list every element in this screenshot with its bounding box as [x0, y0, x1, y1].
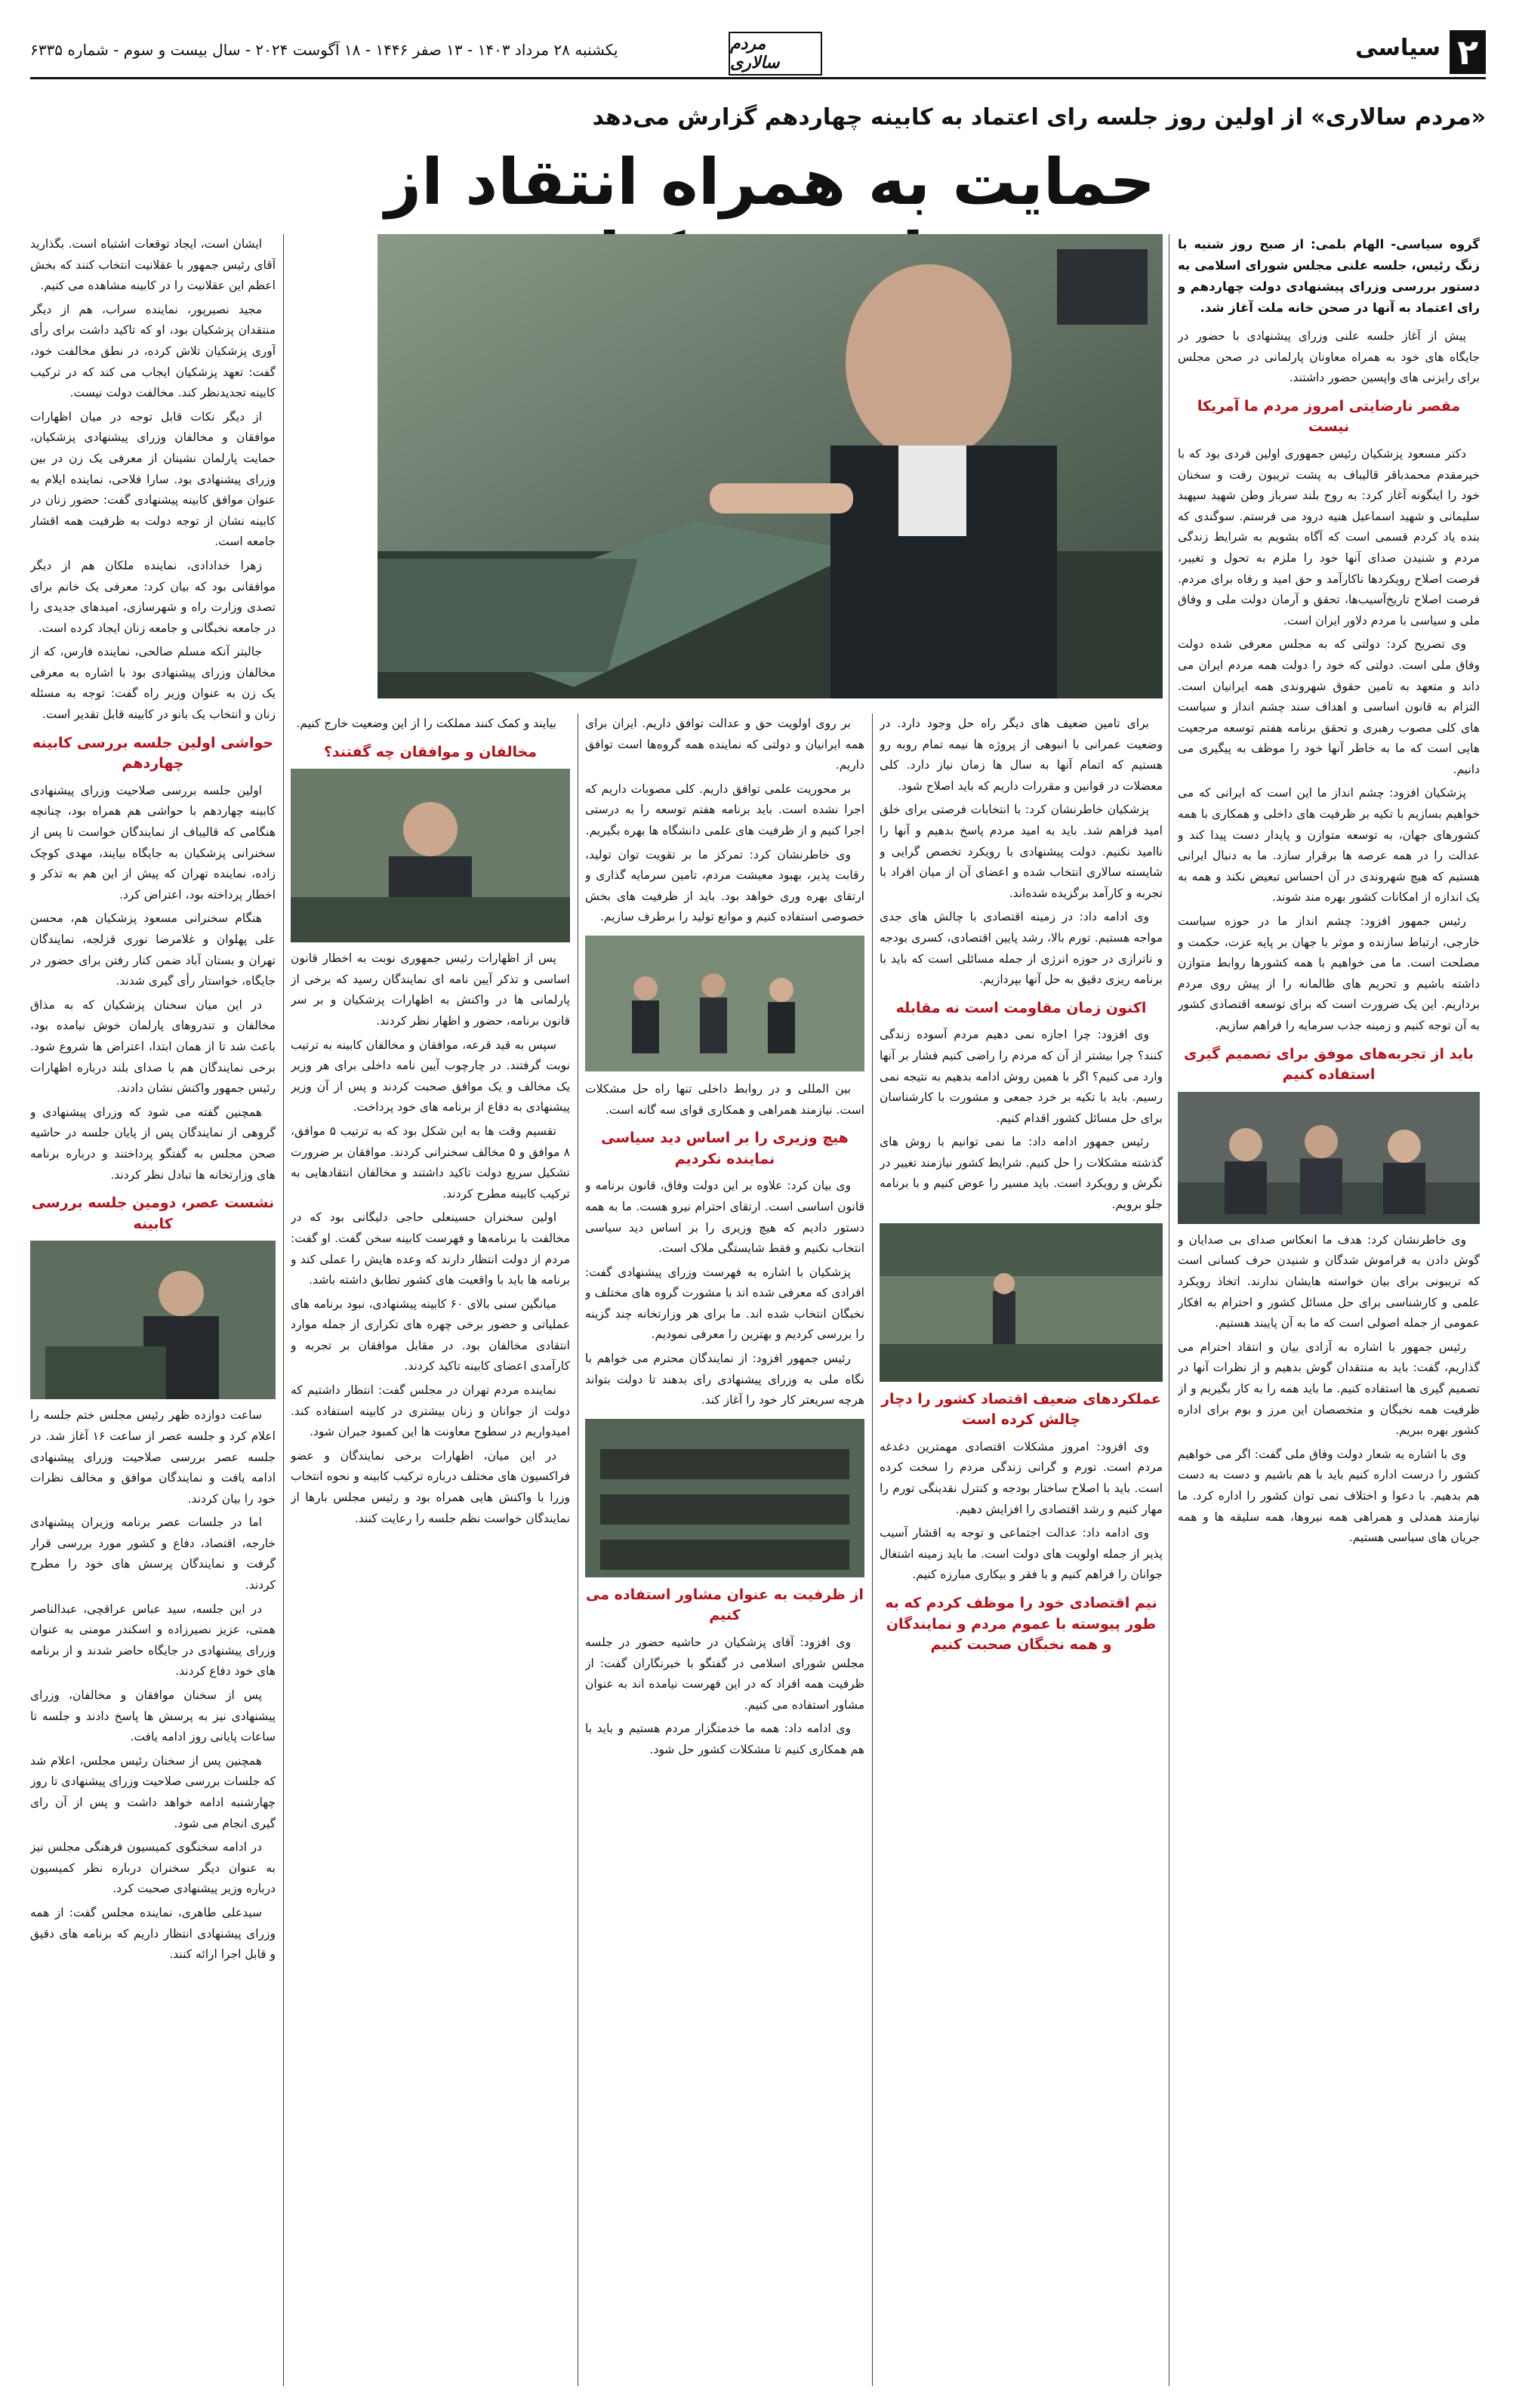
paragraph: در ادامه سخنگوی کمیسیون فرهنگی مجلس نیز به عنوان دیگر سخنران درباره نظر کمیسیون درباره وزیر پیشنهادی صحبت کرد. — [30, 1840, 276, 1896]
paragraph: پس از اظهارات رئیس جمهوری نوبت به اخطار قانون اساسی و تذکر آیین نامه ای نمایندگان رسید که برخی از پارلمانی ها در واکنش به اظهارات پزشکیان و بر سر قانون برنامه، حضور و اظهار نظر کردند. — [291, 951, 570, 1028]
column-2 — [880, 714, 1163, 2386]
column-5 — [30, 234, 276, 2386]
paragraph: وی بیان کرد: علاوه بر این دولت وفاق، قانون برنامه و قانون اساسی است. ارتقای احترام نیرو هست. ما به همه دستور دادیم که هیچ وزیری را بر اساس دید سیاسی انتخاب نکنیم و فقط شایستگی ملاک است. — [585, 1179, 864, 1256]
column-4 — [291, 714, 570, 2386]
paragraph: ایشان است، ایجاد توقعات اشتباه است. بگذارید آقای رئیس جمهور با عقلانیت انتخاب کنند که بخش اعظم این عقلانیت را در کابینه مشاهده می کنیم. — [30, 237, 276, 293]
paragraph: بین المللی و در روابط داخلی تنها راه حل مشکلات است. نیازمند همراهی و همکاری قوای سه گانه است. — [585, 1081, 864, 1117]
paragraph: وی خاطرنشان کرد: تمرکز ما بر تقویت توان تولید، رقابت پذیر، بهبود معیشت مردم، تامین سرمایه گذاری و ارتقای بهره وری خواهد بود. باید از ظرفیت های بخش خصوصی استفاده کنیم و موانع تولید را برطرف سازیم. — [585, 847, 864, 924]
paragraph: سیدعلی طاهری، نماینده مجلس گفت: از همه وزرای پیشنهادی انتظار داریم که برنامه های دقیق و قابل اجرا ارائه کنند. — [30, 1905, 276, 1962]
paragraph: دکتر مسعود پزشکیان رئیس جمهوری اولین فردی بود که با خیرمقدم محمدباقر قالیباف به پشت تریبون رفت و سخنان خود را اینگونه آغاز کرد: به روح بلند سرباز وطن شهید سپهبد سلیمانی و شهید اسماعیل هنیه درود می فرستم. سوگندی که بنده یاد کردم قسمی است که آگاه بشویم به شرایط زندگی مردم و شنیدن صدای آنها خود را ملزم به تحول و تغییر، فرصت اصلاح رویکردها ناکارآمد و حق امید و رفاه برای مردم. فرصت اصلاح تاریخ‌آسیب‌ها، تحقق و آرمان دولت ملی و وفاق ملی و سیاسی با مردم دلاور ایران است. — [1178, 446, 1480, 627]
paragraph: جالبتر آنکه مسلم صالحی، نماینده فارس، که از مخالفان وزرای پیشنهادی بود با اشاره به معرفی یک زن به عنوان وزیر راه گفت: توجه به مسئله زنان و انتخاب یک بانو در کابینه قابل تقدیر است. — [30, 645, 276, 722]
newspaper-logo: مردم سالاری — [729, 32, 822, 76]
subheading: حواشی اولین جلسه بررسی کابینه چهاردهم — [32, 734, 274, 772]
article-lead: گروه سیاسی- الهام بلمی: از صبح روز شنبه با زنگ رئیس، جلسه علنی مجلس شورای اسلامی به دستور بررسی وزرای پیشنهادی دولت چهاردهم و رای اعتماد به آنها در صحن خانه ملت آغاز شد. — [1178, 237, 1480, 315]
paragraph: رئیس جمهور با اشاره به آزادی بیان و انتقاد احترام می گذاریم، گفت: باید به منتقدان گوش بدهیم و از نظرات آنها در تصمیم گیری ها استفاده کنیم. ما باید همه را به کار بگیریم و از ظرفیت همه نخبگان و متخصصان این مرز و بوم برای اداره کشور بهره ببریم. — [1178, 1340, 1480, 1438]
subheading: باید از تجربه‌های موفق برای تصمیم گیری استفاده کنیم — [1184, 1045, 1474, 1084]
paragraph: بر محوریت علمی توافق داریم. کلی مصوبات داریم که اجرا نشده است. باید برنامه هفتم توسعه را به درستی اجرا کنیم و از ظرفیت های علمی دانشگاه ها بهره بگیریم. — [585, 782, 864, 837]
photo-ministers — [1178, 1092, 1480, 1224]
paragraph: وی افزود: چرا اجازه نمی دهیم مردم آسوده زندگی کنند؟ چرا بیشتر از آن که مردم را راضی کنیم فشار بر آنها وارد می کنیم؟ اگر با همین روش ادامه بدهیم به نتیجه نمی رسیم. باید با تکیه بر خرد جمعی و مشورت با کارشناسان برای حل مسائل کشور اقدام کنیم. — [880, 1028, 1163, 1125]
subheading: از ظرفیت به عنوان مشاور استفاده می کنیم — [586, 1586, 864, 1624]
paragraph: تقسیم وقت ها به این شکل بود که به ترتیب ۵ موافق، ۸ موافق و ۵ مخالف سخنرانی کردند. موافقان بر ضرورت تشکیل سریع دولت تاکید داشتند و مخالفان انتقادهایی به ترکیب کابینه مطرح کردند. — [291, 1124, 570, 1201]
paragraph: وی ادامه داد: در زمینه اقتصادی با چالش های جدی مواجه هستیم. تورم بالا، رشد پایین اقتصادی، کسری بودجه و ناترازی در حوزه انرژی از جمله مسائلی است که باید با برنامه ریزی دقیق به حل آنها بپردازیم. — [880, 910, 1163, 987]
paragraph: وی با اشاره به شعار دولت وفاق ملی گفت: اگر می خواهیم کشور را درست اداره کنیم باید با هم باشیم و دست به دست هم بدهیم. با دعوا و اختلاف نمی توان کشور را اداره کرد. ما نیازمند همدلی و همراهی همه نیروها، همه سلیقه ها و همه جریان های سیاسی هستیم. — [1178, 1447, 1480, 1545]
photo-president-speech — [377, 234, 1163, 698]
column-divider — [283, 234, 284, 2386]
photo-parliament-aisle — [880, 1223, 1163, 1382]
photo-afternoon-session — [30, 1241, 276, 1399]
paragraph: پس از سخنان موافقان و مخالفان، وزرای پیشنهادی نیز به پرسش ها پاسخ دادند و جلسه تا ساعات پایانی روز ادامه یافت. — [30, 1688, 276, 1744]
paragraph: وی افزود: امروز مشکلات اقتصادی مهمترین دغدغه مردم است. تورم و گرانی زندگی مردم را سخت کرده است. باید با اصلاح ساختار بودجه و کنترل نقدینگی تورم را مهار کنیم و رشد اقتصادی را افزایش دهیم. — [880, 1439, 1163, 1516]
article-headline: حمایت به همراه انتقاد از — [384, 145, 1156, 219]
paragraph: پزشکیان خاطرنشان کرد: با انتخابات فرصتی برای خلق امید فراهم شد. باید به امید مردم پاسخ بدهیم و آنها را ناامید نکنیم. دولت پیشنهادی با رویکرد تخصص گرایی و شایسته سالاری انتخاب شده و اعضای آن از میان افراد با تجربه و کارآمد برگزیده شده‌اند. — [880, 803, 1163, 900]
paragraph: پزشکیان با اشاره به فهرست وزرای پیشنهادی گفت: افرادی که معرفی شده اند با مشورت گروه های مختلف و نخبگان انتخاب شده اند. ما برای هر وزارتخانه چند گزینه را بررسی کردیم و بهترین را معرفی نمودیم. — [585, 1265, 864, 1342]
paragraph: اولین جلسه بررسی صلاحیت وزرای پیشنهادی کابینه چهاردهم با حواشی هم همراه بود، چنانچه هنگامی که قالیباف از نمایندگان خواست تا پس از سخنرانی پزشکیان به جایگاه بیایند، مهدی کوچک زاده، نماینده تهران که پیش از این هم به تذکر و اخطار پرداخته بود، اعتراض کرد. — [30, 783, 276, 902]
subheading: نشست عصر، دومین جلسه بررسی کابینه — [31, 1195, 275, 1232]
paragraph: همچنین پس از سخنان رئیس مجلس، اعلام شد که جلسات بررسی صلاحیت وزرای پیشنهادی تا روز چهارشنبه ادامه خواهد داشت و پس از آن رای گیری انجام می شود. — [30, 1753, 276, 1830]
paragraph: وی افزود: آقای پزشکیان در حاشیه حضور در جلسه مجلس شورای اسلامی در گفتگو با خبرنگاران گفت: از ظرفیت همه افراد که در این فهرست نیامده اند به عنوان مشاور استفاده می کنیم. — [585, 1636, 864, 1712]
paragraph: زهرا خدادادی، نماینده ملکان هم از دیگر موافقانی بود که بیان کرد: معرفی یک خانم برای تصدی وزارت راه و شهرسازی، امیدهای جدیدی را در جامعه نخبگانی و جامعه زنان ایجاد کرده است. — [30, 558, 276, 635]
photo-session-group — [585, 936, 864, 1071]
paragraph: رئیس جمهور افزود: چشم انداز ما در حوزه سیاست خارجی، ارتباط سازنده و موثر با جهان بر پایه عزت، حکمت و مصلحت است. ما می خواهیم با همه کشورها روابط متوازن داشته باشیم و تحریم های ظالمانه را از پیش روی مردم برداریم. این یک ضرورت است که برای توسعه اقتصادی کشور به آن توجه کنیم و زمینه جذب سرمایه را فراهم سازیم. — [1178, 914, 1480, 1032]
column-3 — [585, 714, 864, 2386]
paragraph: همچنین گفته می شود که وزرای پیشنهادی و گروهی از نمایندگان پس از پایان جلسه در حاشیه صحن مجلس به گفتگو پرداختند و درباره برنامه های وزارتخانه ها تبادل نظر کردند. — [30, 1105, 276, 1182]
masthead — [30, 30, 1486, 74]
paragraph: برای تامین ضعیف های دیگر راه حل وجود دارد. در وضعیت عمرانی با انبوهی از پروژه ها نیمه تمام روبه رو هستیم که اتمام آنها به سال ها زمان نیاز دارد. کلی معضلات در قوانین و مقررات داریم که باید اصلاح شود. — [880, 717, 1163, 793]
paragraph: ساعت دوازده ظهر رئیس مجلس ختم جلسه را اعلام کرد و جلسه عصر از ساعت ۱۶ آغاز شد. در جلسه عصر بررسی صلاحیت وزرای پیشنهادی ادامه یافت و نمایندگان موافق و مخالف نظرات خود را بیان کردند. — [30, 1408, 276, 1506]
paragraph: بیایند و کمک کنند مملکت را از این وضعیت خارج کنیم. — [296, 717, 556, 730]
paragraph: پیش از آغاز جلسه علنی وزرای پیشنهادی با حضور در جایگاه های خود به همراه معاونان پارلمانی در صحن مجلس برای رایزنی های واپسین حضور داشتند. — [1178, 329, 1480, 385]
paragraph: وی خاطرنشان کرد: هدف ما انعکاس صدای بی صدایان و گوش دادن به فراموش شدگان و شنیدن حرف کسانی است که تریبونی برای بیان خواسته هایشان ندارند. اتخاذ رویکرد علمی و کارشناسی برای حل مسائل کشور و احترام به افکار عمومی از جمله اصولی است که ما به آن پایبند هستیم. — [1178, 1232, 1480, 1330]
paragraph: سپس به قید قرعه، موافقان و مخالفان کابینه به ترتیب نوبت گرفتند. در چارچوب آیین نامه داخلی برای هر وزیر یک مخالف و یک موافق صحبت کردند و پس از آن وزیر پیشنهادی به دفاع از برنامه های خود پرداخت. — [291, 1038, 570, 1115]
subheading: نیم اقتصادی خود را موظف کردم که به طور پیوسته با عموم مردم و نمایندگان و همه نخبگان صحبت کنیم — [885, 1595, 1157, 1654]
paragraph: در این میان، اظهارات برخی نمایندگان و عضو فراکسیون های مختلف درباره ترکیب کابینه و نحوه انتخاب وزرا با واکنش هایی همراه بود و رئیس مجلس بارها از نمایندگان خواست نظم جلسه را رعایت کنند. — [291, 1448, 570, 1525]
subheading: مخالفان و موافقان چه گفتند؟ — [323, 743, 538, 760]
paragraph: رئیس جمهور افزود: از نمایندگان محترم می خواهم با نگاه ملی به وزرای پیشنهادی رای بدهند تا دولت بتواند هرچه سریعتر کار خود را آغاز کند. — [585, 1352, 864, 1407]
paragraph: مجید نصیرپور، نماینده سراب، هم از دیگر منتقدان پزشکیان بود، او که تاکید داشت برای رأی آوری پزشکیان تلاش کرده، در نطق مخالفت خود، گفت: تعهد پزشکیان ایجاب می کند که در ترکیب کابینه تجدیدنظر کند. مخالفت دولت نیست. — [30, 302, 276, 400]
article-kicker: «مردم سالاری» از اولین روز جلسه رای اعتماد به کابینه چهاردهم گزارش می‌دهد — [592, 104, 1486, 131]
paragraph: هنگام سخنرانی مسعود پزشکیان هم، محسن علی پهلوان و غلامرضا نوری قزلجه، نمایندگان تهران و بستان آباد ضمن کنار رفتن برای حضور در جایگاه، خواستار رأی گیری شدند. — [30, 911, 276, 988]
paragraph: وی ادامه داد: عدالت اجتماعی و توجه به اقشار آسیب پذیر از جمله اولویت های دولت است. ما باید زمینه اشتغال جوانان را فراهم کنیم و با فقر و بیکاری مبارزه کنیم. — [880, 1526, 1163, 1582]
paragraph: وی تصریح کرد: دولتی که به مجلس معرفی شده دولت وفاق ملی است. دولتی که خود را دولت همه مردم ایران می داند و متعهد به تامین حقوق شهروندی همه ایرانیان است. التزام به قانون اساسی و اهداف سند چشم انداز و سیاست های کلی مصوب رهبری و تحقق برنامه هفتم توسعه مرجعیت هایی است که ما به خاطر آنها خود را موظف به پیگیری می دانیم. — [1178, 637, 1480, 776]
column-divider — [872, 714, 873, 2386]
page-number: ۲ — [1450, 30, 1486, 74]
paragraph: بر روی اولویت حق و عدالت توافق داریم. ایران برای همه ایرانیان و دولتی که نماینده همه گروه‌ها است توافق داریم. — [585, 717, 864, 772]
subheading: هیچ وزیری را بر اساس دید سیاسی نماینده نکردیم — [601, 1130, 849, 1167]
paragraph: میانگین سنی بالای ۶۰ کابینه پیشنهادی، نبود برنامه های عملیاتی و حضور برخی چهره های تکراری از جمله موارد انتقادی مخالفان بود. در مقابل موافقان بر تجربه و کارآمدی اعضای کابینه تاکید کردند. — [291, 1296, 570, 1374]
section-label: سیاسی — [1355, 35, 1441, 61]
paragraph: وی ادامه داد: همه ما خدمتگزار مردم هستیم و باید با هم همکاری کنیم تا مشکلات کشور حل شود. — [585, 1722, 864, 1756]
paragraph: در این میان سخنان پزشکیان که به مذاق مخالفان و تندروهای پارلمان خوش نیامده بود، باعث شد تا از همان ابتدا، اعتراض ها شروع شود. برخی نمایندگان هم با صدای بلند درباره اظهارات رئیس جمهور واکنش نشان دادند. — [30, 997, 276, 1096]
date-line: یکشنبه ۲۸ مرداد ۱۴۰۳ - ۱۳ صفر ۱۴۴۶ - ۱۸ آگوست ۲۰۲۴ - سال بیست و سوم - شماره ۶۳۳۵ — [30, 41, 618, 59]
subheading: مقصر نارضایتی امروز مردم ما آمریکا نیست — [1197, 397, 1461, 436]
paragraph: اولین سخنران حسینعلی حاجی دلیگانی بود که در مخالفت با برنامه‌ها و فهرست کابینه سخن گفت. او گفت: مردم از دولت انتظار دارند که وعده هایش را عملی کند و برنامه ها باید با واقعیت های کشور تطابق داشته باشد. — [291, 1210, 570, 1287]
paragraph: پزشکیان افزود: چشم انداز ما این است که ایرانی که می خواهیم بسازیم با تکیه بر ظرفیت های داخلی و همکاری با همه کشورهای جهان، به توسعه متوازن و پایدار دست پیدا کند و عدالت را در همه عرصه ها برقرار سازد. ما به دنبال ایرانی هستیم که هیچ شهروندی در آن احساس تبعیض نکند و همه به یک اندازه از امکانات کشور بهره مند شوند. — [1178, 786, 1480, 905]
masthead-rule — [30, 77, 1486, 79]
paragraph: در این جلسه، سید عباس عراقچی، عبدالناصر همتی، عزیز نصیرزاده و اسکندر مومنی به عنوان وزرای پیشنهادی در جایگاه حاضر شدند و از برنامه های خود دفاع کردند. — [30, 1602, 276, 1679]
paragraph: رئیس جمهور ادامه داد: ما نمی توانیم با روش های گذشته مشکلات را حل کنیم. شرایط کشور نیازمند تغییر در نگرش و رویکرد است. باید مسیر را عوض کنیم و با برنامه جلو برویم. — [880, 1135, 1163, 1212]
subheading: اکنون زمان مقاومت است نه مقابله — [895, 999, 1147, 1016]
paragraph: نماینده مردم تهران در مجلس گفت: انتظار داشتیم که دولت از جوانان و زنان بیشتری در کابینه استفاده کند. امیدواریم در سطوح معاونت ها این کمبود جبران شود. — [291, 1383, 570, 1439]
photo-mp-speaking — [291, 769, 570, 942]
column-1 — [1178, 234, 1480, 2386]
paragraph: از دیگر نکات قابل توجه در میان اظهارات موافقان و مخالفان وزرای پیشنهادی پزشکیان، حمایت پارلمان نشینان از معرفی یک زن در بین وزرای پیشنهادی بود. سارا فلاحی، نماینده ایلام به عنوان موافق کابینه پیشنهادی گفت: حضور زنان در کابینه نشان از توجه دولت به ظرفیت همه اقشار جامعه است. — [30, 409, 276, 549]
photo-parliament-seats — [585, 1419, 864, 1577]
subheading: عملکرد‌های ضعیف اقتصاد کشور را دچار چالش کرده است — [881, 1390, 1161, 1429]
paragraph: اما در جلسات عصر برنامه وزیران پیشنهادی خارجه، اقتصاد، دفاع و کشور مورد بررسی قرار گرفت و نمایندگان پرسش های خود را مطرح کردند. — [30, 1515, 276, 1592]
